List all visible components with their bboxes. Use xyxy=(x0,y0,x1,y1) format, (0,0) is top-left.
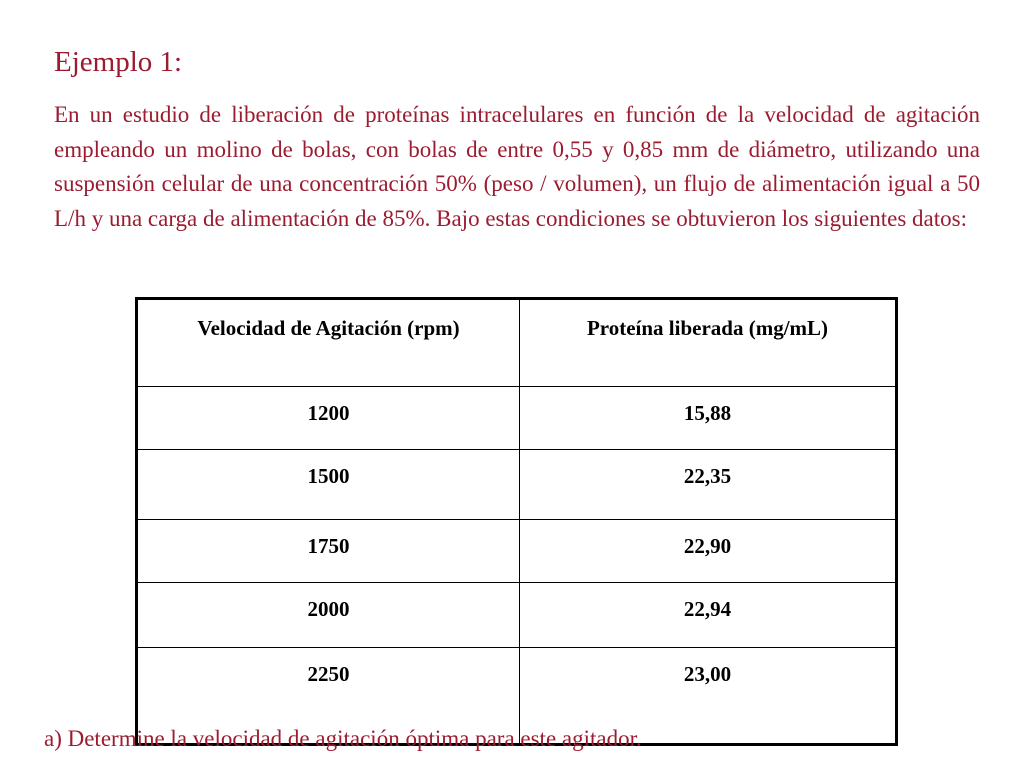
cell-speed: 1200 xyxy=(137,387,520,450)
cell-protein: 22,94 xyxy=(520,583,897,648)
cell-speed: 2250 xyxy=(137,648,520,745)
cell-protein: 22,90 xyxy=(520,520,897,583)
header-protein-released: Proteína liberada (mg/mL) xyxy=(520,299,897,387)
table-row xyxy=(137,583,897,648)
data-table xyxy=(135,297,898,746)
cell-speed: 2000 xyxy=(137,583,520,648)
table-header-row xyxy=(137,299,897,387)
slide-title: Ejemplo 1: xyxy=(54,46,183,78)
cell-protein: 23,00 xyxy=(520,648,897,745)
cell-speed: 1500 xyxy=(137,450,520,520)
cell-speed: 1750 xyxy=(137,520,520,583)
header-agitation-speed: Velocidad de Agitación (rpm) xyxy=(137,299,520,387)
cell-protein: 15,88 xyxy=(520,387,897,450)
question-a: a) Determine la velocidad de agitación óptima para este agitador. xyxy=(44,726,642,751)
table-row xyxy=(137,387,897,450)
table-row xyxy=(137,450,897,520)
intro-paragraph: En un estudio de liberación de proteínas intracelulares en función de la velocidad de agitación empleando un molino de bolas, con bolas de entre 0,55 y 0,85 mm de diámetro, utilizando una suspensión celular de una concentración 50% (peso / volumen), un flujo de alimentación igual a 50 L/h y una carga de alimentación de 85%. Bajo estas condiciones se obtuvieron los siguientes datos: xyxy=(54,102,980,231)
table-row xyxy=(137,520,897,583)
cell-protein: 22,35 xyxy=(520,450,897,520)
